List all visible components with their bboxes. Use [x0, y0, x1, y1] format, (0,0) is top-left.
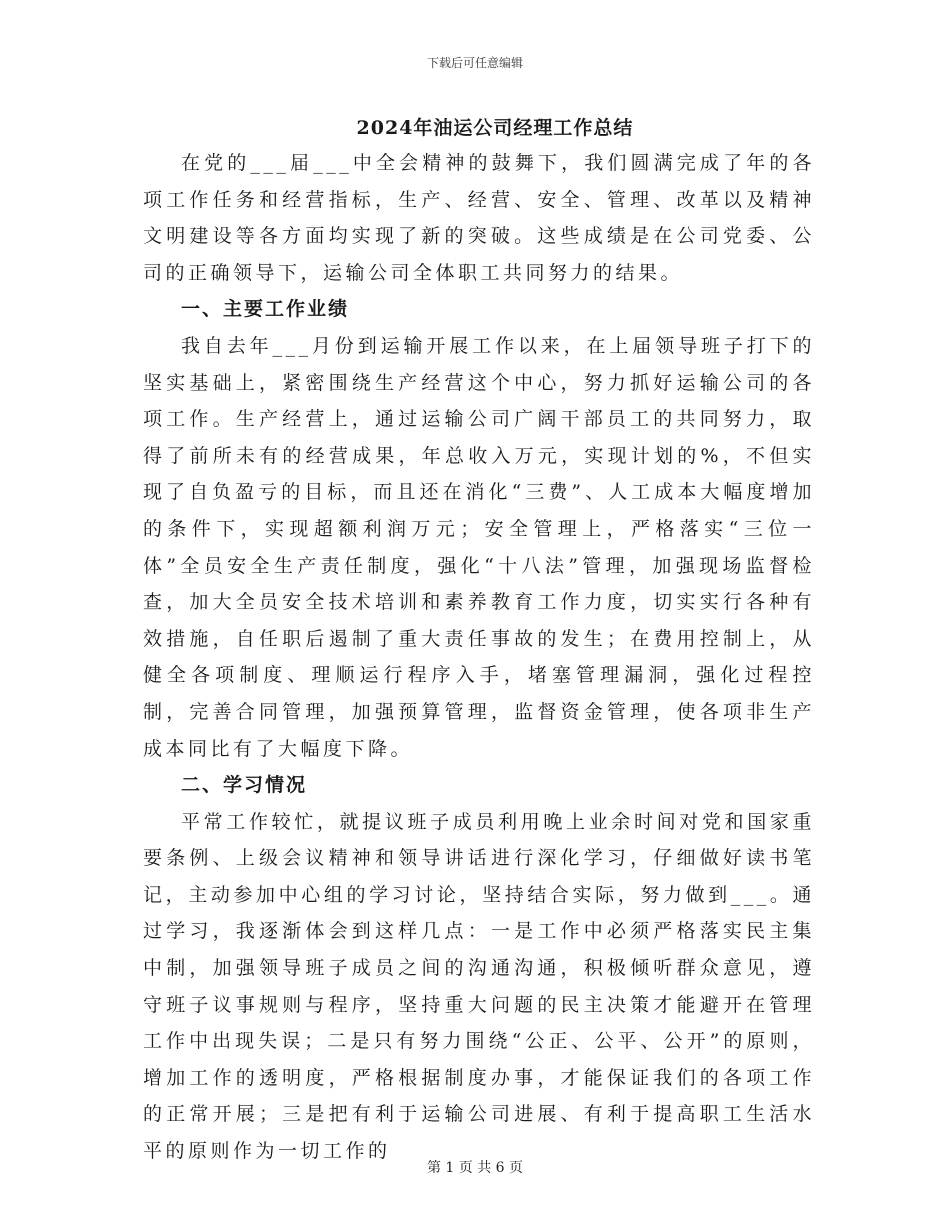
intro-paragraph: 在党的___届___中全会精神的鼓舞下，我们圆满完成了年的各项工作任务和经营指标，生产、经营、安全、管理、改革以及精神文明建设等各方面均实现了新的突破。这些成绩是在公司党委、公司的正确领导下，运输公司全体职工共同努力的结果。	[143, 152, 815, 284]
document-body	[143, 145, 815, 1170]
section-paragraph-study: 平常工作较忙，就提议班子成员利用晚上业余时间对党和国家重要条例、上级会议精神和领导讲话进行深化学习，仔细做好读书笔记，主动参加中心组的学习讨论，坚持结合实际，努力做到___。通过学习，我逐渐体会到这样几点：一是工作中必须严格落实民主集中制，加强领导班子成员之间的沟通沟通，积极倾听群众意见，遵守班子议事规则与程序，坚持重大问题的民主决策才能避开在管理工作中出现失误；二是只有努力围绕“公正、公平、公开”的原则，增加工作的透明度，严格根据制度办事，才能保证我们的各项工作的正常开展；三是把有利于运输公司进展、有利于提高职工生活水平的原则作为一切工作的	[143, 810, 815, 1163]
section-paragraph-achievements: 我自去年___月份到运输开展工作以来，在上届领导班子打下的坚实基础上，紧密围绕生产经营这个中心，努力抓好运输公司的各项工作。生产经营上，通过运输公司广阔干部员工的共同努力，取得了前所未有的经营成果，年总收入万元，实现计划的%，不但实现了自负盈亏的目标，而且还在消化“三费”、人工成本大幅度增加的条件下，实现超额利润万元；安全管理上，严格落实“三位一体”全员安全生产责任制度，强化“十八法”管理，加强现场监督检查，加大全员安全技术培训和素养教育工作力度，切实实行各种有效措施，自任职后遏制了重大责任事故的发生；在费用控制上，从健全各项制度、理顺运行程序入手，堵塞管理漏洞，强化过程控制，完善合同管理，加强预算管理，监督资金管理，使各项非生产成本同比有了大幅度下降。	[143, 334, 815, 760]
page-header-note: 下载后可任意编辑	[426, 56, 523, 70]
section-heading-achievements: 一、主要工作业绩	[181, 298, 350, 321]
page-footer-number: 第 1 页 共 6 页	[426, 1160, 524, 1176]
section-heading-study: 二、学习情况	[181, 774, 308, 797]
document-title: 2024年油运公司经理工作总结	[356, 117, 634, 139]
